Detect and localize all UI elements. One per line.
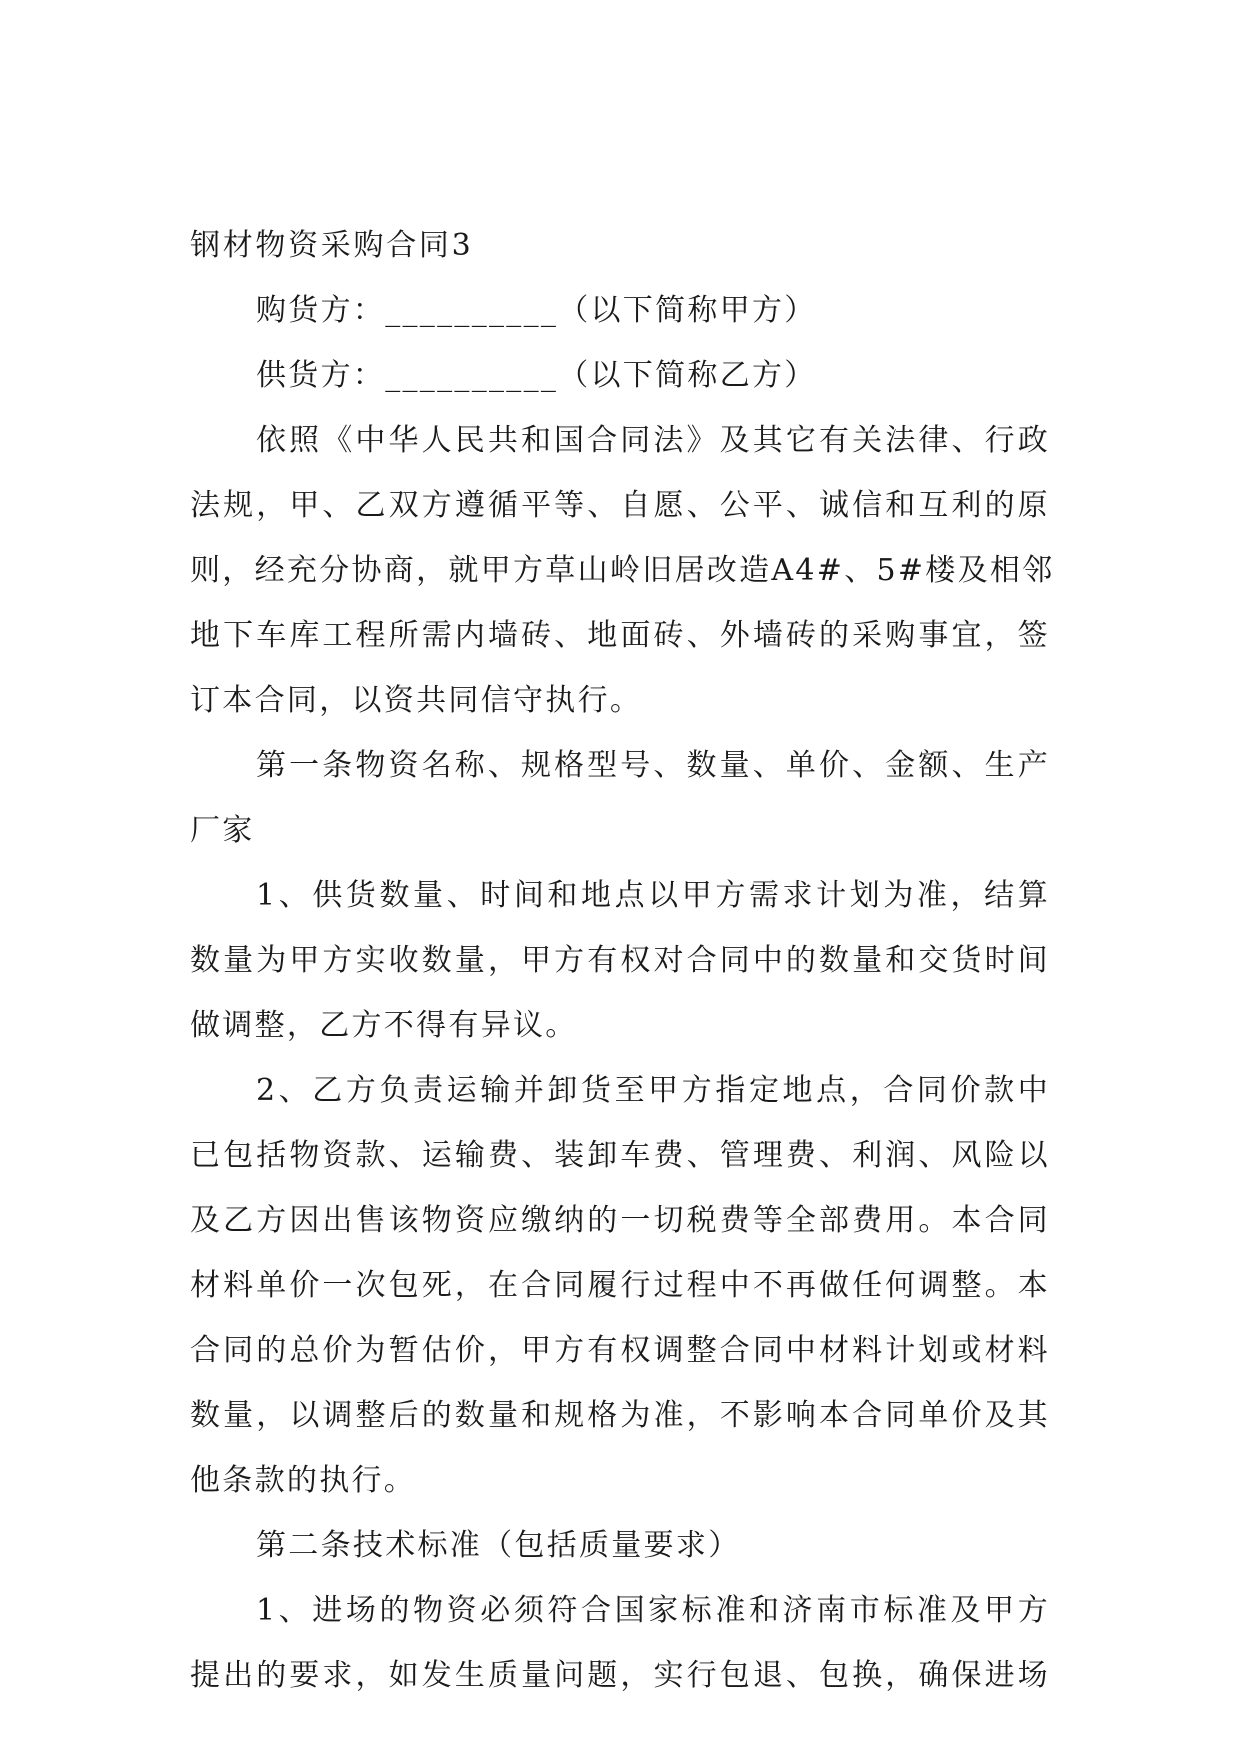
clause-line: 及乙方因出售该物资应缴纳的一切税费等全部费用。本合同	[190, 1203, 1050, 1238]
clause-line: 他条款的执行。	[190, 1463, 417, 1498]
article-heading: 第一条物资名称、规格型号、数量、单价、金额、生产	[256, 748, 1050, 783]
clause-line: 合同的总价为暂估价，甲方有权调整合同中材料计划或材料	[190, 1333, 1050, 1368]
clause-line: 1、进场的物资必须符合国家标准和济南市标准及甲方	[256, 1593, 1050, 1628]
paragraph-line: 法规，甲、乙双方遵循平等、自愿、公平、诚信和互利的原	[190, 488, 1050, 523]
document-body	[190, 223, 1055, 1718]
clause-line: 1、供货数量、时间和地点以甲方需求计划为准，结算	[256, 878, 1050, 913]
supplier-line: 供货方：__________（以下简称乙方）	[256, 358, 817, 393]
clause-line: 材料单价一次包死，在合同履行过程中不再做任何调整。本	[190, 1268, 1050, 1303]
clause-line: 2、乙方负责运输并卸货至甲方指定地点，合同价款中	[256, 1073, 1050, 1108]
document-title: 钢材物资采购合同3	[190, 228, 474, 263]
clause-line: 做调整，乙方不得有异议。	[190, 1008, 578, 1043]
clause-line: 数量，以调整后的数量和规格为准，不影响本合同单价及其	[190, 1398, 1050, 1433]
paragraph-line: 依照《中华人民共和国合同法》及其它有关法律、行政	[256, 423, 1050, 458]
article-heading: 厂家	[190, 813, 255, 848]
article-heading: 第二条技术标准（包括质量要求）	[256, 1528, 741, 1563]
clause-line: 数量为甲方实收数量，甲方有权对合同中的数量和交货时间	[190, 943, 1050, 978]
clause-line: 提出的要求，如发生质量问题，实行包退、包换，确保进场	[190, 1658, 1050, 1693]
paragraph-line: 地下车库工程所需内墙砖、地面砖、外墙砖的采购事宜，签	[190, 618, 1050, 653]
clause-line: 已包括物资款、运输费、装卸车费、管理费、利润、风险以	[190, 1138, 1050, 1173]
paragraph-line: 订本合同，以资共同信守执行。	[190, 683, 643, 718]
buyer-line: 购货方：__________（以下简称甲方）	[256, 293, 817, 328]
paragraph-line: 则，经充分协商，就甲方草山岭旧居改造A4#、5#楼及相邻	[190, 553, 1055, 588]
